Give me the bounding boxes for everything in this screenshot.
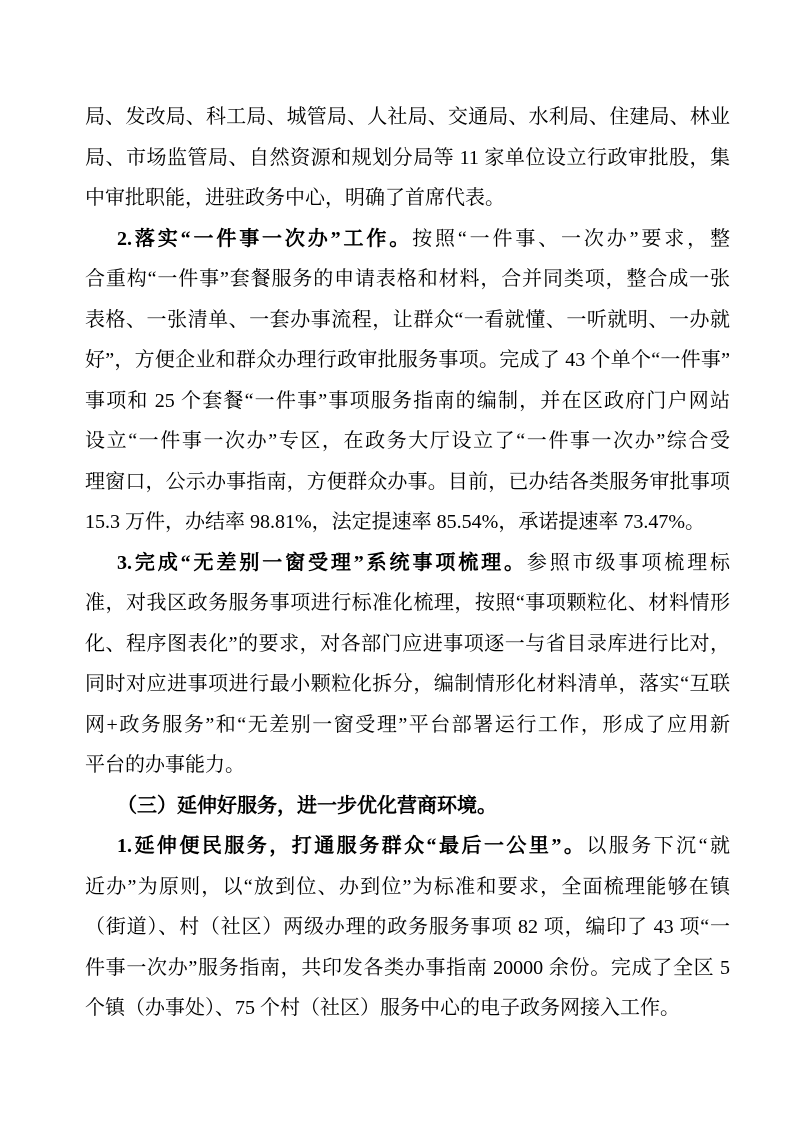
line-text: 件事一次办”服务指南，共印发各类办事指南 20000 余份。完成了全区 5 [85, 956, 730, 979]
text-line [85, 502, 730, 543]
text-line [85, 826, 730, 867]
paragraph-item-2 [85, 219, 730, 543]
line-text: 中审批职能，进驻政务中心，明确了首席代表。 [85, 187, 505, 209]
line-text: 合重构“一件事”套餐服务的申请表格和材料，合并同类项，整合成一张 [85, 268, 730, 290]
line-text: 同时对应进事项进行最小颗粒化拆分，编制情形化材料清单，落实“互联 [85, 673, 730, 695]
line-text: 平台的办事能力。 [85, 754, 245, 776]
text-line [85, 583, 730, 624]
text-line [85, 178, 730, 219]
line-text: 网+政务服务”和“无差别一窗受理”平台部署运行工作，形成了应用新 [85, 713, 730, 736]
line-text: 15.3 万件，办结率 98.81%，法定提速率 85.54%，承诺提速率 73.47%。 [85, 511, 705, 533]
line-text: 近办”为原则，以“放到位、办到位”为标准和要求，全面梳理能够在镇 [85, 875, 730, 898]
bold-lead: （三）延伸好服务，进一步优化营商环境。 [117, 794, 497, 817]
line-text: 个镇（办事处）、75 个村（社区）服务中心的电子政务网接入工作。 [85, 997, 680, 1019]
text-line [85, 138, 730, 179]
bold-lead: 2.落实“一件事一次办”工作。 [117, 227, 413, 250]
line-text: 局、发改局、科工局、城管局、人社局、交通局、水利局、住建局、林业 [85, 106, 730, 128]
text-line [85, 543, 730, 584]
line-text: 局、市场监管局、自然资源和规划分局等 11 家单位设立行政审批股，集 [85, 146, 730, 169]
line-text: 事项和 25 个套餐“一件事”事项服务指南的编制，并在区政府门户网站 [85, 389, 730, 412]
text-line [85, 664, 730, 705]
text-line [85, 624, 730, 665]
text-line [85, 705, 730, 746]
text-line [85, 421, 730, 462]
text-line [85, 340, 730, 381]
line-text: 以服务下沉“就 [586, 835, 730, 857]
line-text: 化、程序图表化”的要求，对各部门应进事项逐一与省目录库进行比对， [85, 632, 730, 655]
text-line [85, 219, 730, 260]
text-line [85, 381, 730, 422]
text-line [85, 907, 730, 948]
paragraph-item-3 [85, 543, 730, 786]
text-line [85, 300, 730, 341]
text-line [85, 745, 730, 786]
text-line [85, 988, 730, 1029]
line-text: 表格、一张清单、一套办事流程，让群众“一看就懂、一听就明、一办就 [85, 308, 730, 331]
bold-lead: 1.延伸便民服务，打通服务群众“最后一公里”。 [117, 835, 587, 857]
text-line [85, 462, 730, 503]
text-line [85, 97, 730, 138]
heading-line [85, 786, 730, 827]
paragraph-continuation [85, 97, 730, 219]
line-text: 设立“一件事一次办”专区，在政务大厅设立了“一件事一次办”综合受 [85, 430, 730, 452]
bold-lead: 3.完成“无差别一窗受理”系统事项梳理。 [117, 551, 527, 574]
line-text: 理窗口，公示办事指南，方便群众办事。目前，已办结各类服务审批事项 [85, 470, 730, 493]
text-line [85, 259, 730, 300]
line-text: （街道）、村（社区）两级办理的政务服务事项 82 项，编印了 43 项“一 [85, 916, 730, 938]
line-text: 参照市级事项梳理标 [526, 551, 730, 574]
text-line [85, 948, 730, 989]
paragraph-item-1 [85, 826, 730, 1029]
line-text: 准，对我区政务服务事项进行标准化梳理，按照“事项颗粒化、材料情形 [85, 592, 730, 614]
text-line [85, 867, 730, 908]
line-text: 好”，方便企业和群众办理行政审批服务事项。完成了 43 个单个“一件事” [85, 349, 730, 371]
section-heading-3 [85, 786, 730, 827]
line-text: 按照“一件事、一次办”要求，整 [412, 227, 730, 250]
